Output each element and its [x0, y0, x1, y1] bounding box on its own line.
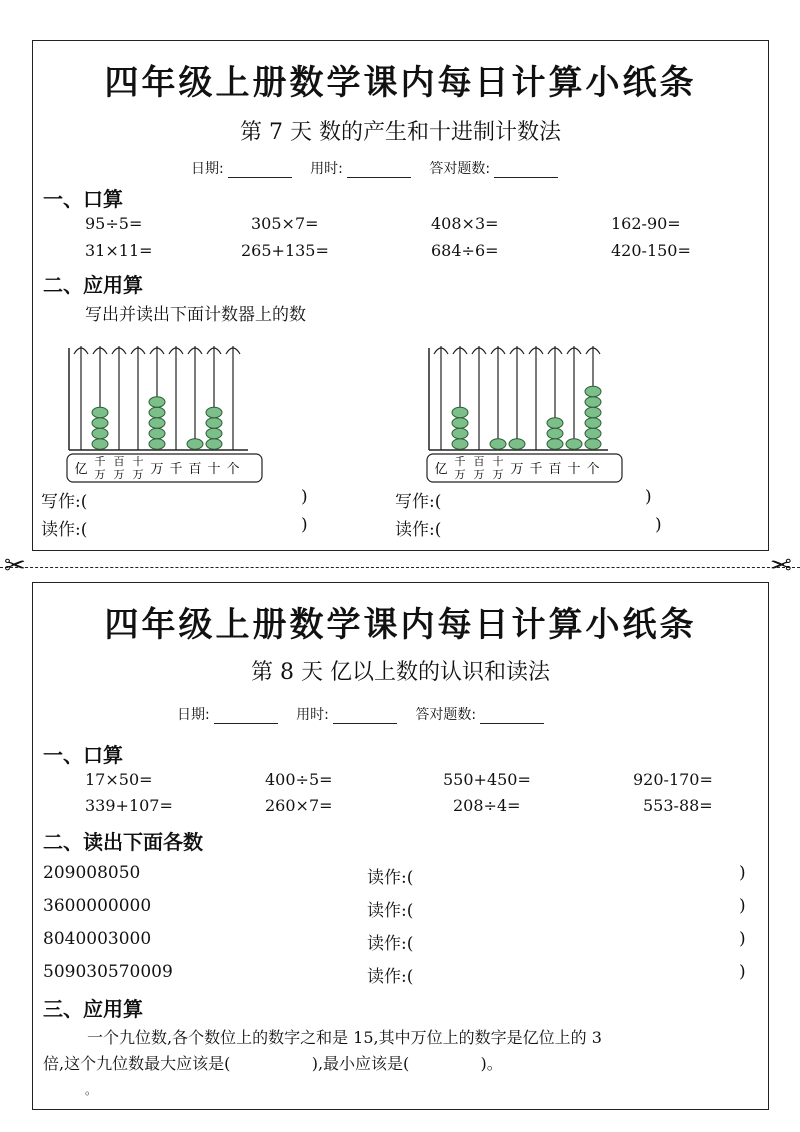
abacus-bead [187, 439, 203, 449]
abacus-place-label: 千 [529, 462, 543, 477]
read-label: 读作:( [367, 934, 414, 954]
abacus-place-label: 万 [473, 468, 485, 481]
abacus-place-label: 万 [454, 468, 466, 481]
abacus-place-label: 万 [150, 462, 164, 477]
abacus-bead [547, 418, 563, 428]
abacus-bead [92, 439, 108, 449]
abacus-place-label: 万 [113, 468, 125, 481]
close-paren: ) [301, 487, 308, 507]
abacus-bead [452, 418, 468, 428]
abacus-place-label: 百 [188, 462, 202, 477]
abacus-place-label: 千 [169, 462, 183, 477]
section-heading-oral: 一、口算 [43, 187, 123, 211]
problem-text-line2: 倍,这个九位数最大应该是( ),最小应该是( )。 [43, 1054, 503, 1073]
abacus-bead [149, 397, 165, 407]
abacus-bead [206, 407, 222, 417]
calc-item: 208÷4= [453, 796, 521, 815]
number-item: 8040003000 [43, 929, 152, 949]
abacus-bead [585, 428, 601, 438]
abacus-bead [92, 407, 108, 417]
abacus-bead [509, 439, 525, 449]
abacus-place-label: 十 [207, 462, 221, 477]
abacus-bead [149, 439, 165, 449]
close-paren: ) [301, 515, 308, 535]
close-paren: ) [739, 896, 746, 916]
worksheet-day7 [32, 40, 769, 551]
section-heading-oral: 一、口算 [43, 743, 123, 767]
abacus-bead [92, 428, 108, 438]
abacus-bead [149, 418, 165, 428]
abacus-bead [206, 428, 222, 438]
lesson-subtitle: 第 8 天 亿以上数的认识和读法 [251, 660, 550, 685]
abacus-place-label: 万 [94, 468, 106, 481]
abacus-bead [149, 428, 165, 438]
abacus-bead [452, 439, 468, 449]
read-label-1: 读作:( [41, 520, 88, 540]
calc-item: 553-88= [643, 796, 713, 815]
abacus-place-label: 万 [492, 468, 504, 481]
abacus-bead [585, 407, 601, 417]
correct-count-blank[interactable] [480, 709, 544, 724]
scissors-icon: ✂ [4, 551, 26, 581]
abacus-place-label: 万 [132, 468, 144, 481]
lesson-subtitle: 第 7 天 数的产生和十进制计数法 [240, 120, 561, 145]
close-paren: ) [739, 962, 746, 982]
problem-end-mark: 。 [85, 1083, 98, 1097]
abacus-bead [585, 397, 601, 407]
abacus-place-label: 个 [586, 462, 600, 477]
info-line [191, 158, 572, 178]
abacus-counter-2 [425, 336, 625, 486]
number-item: 509030570009 [43, 962, 173, 982]
abacus-place-label: 亿 [434, 462, 448, 477]
abacus-place-label: 万 [510, 462, 524, 477]
abacus-counter-1 [65, 336, 265, 486]
abacus-place-label: 十 [492, 455, 504, 468]
abacus-place-label: 百 [113, 455, 125, 468]
abacus-bead [547, 439, 563, 449]
cut-line [0, 567, 800, 568]
calc-item: 550+450= [443, 770, 531, 789]
close-paren: ) [739, 929, 746, 949]
close-paren: ) [739, 863, 746, 883]
abacus-bead [92, 418, 108, 428]
calc-item: 260×7= [265, 796, 333, 815]
calc-item: 265+135= [241, 241, 329, 260]
abacus-place-label: 十 [132, 455, 144, 468]
abacus-bead [206, 418, 222, 428]
calc-item: 162-90= [611, 214, 681, 233]
close-paren: ) [655, 515, 662, 535]
calc-item: 400÷5= [265, 770, 333, 789]
abacus-bead [585, 386, 601, 396]
close-paren: ) [645, 487, 652, 507]
date-blank[interactable] [228, 163, 292, 178]
abacus-place-label: 千 [454, 455, 466, 468]
time-blank[interactable] [347, 163, 411, 178]
calc-item: 408×3= [431, 214, 499, 233]
worksheet-title: 四年级上册数学课内每日计算小纸条 [104, 63, 697, 103]
time-label: 用时: [310, 161, 343, 177]
calc-item: 31×11= [85, 241, 153, 260]
calc-item: 420-150= [611, 241, 691, 260]
instruction-text: 写出并读出下面计数器上的数 [85, 305, 306, 325]
section-heading-applied: 二、应用算 [43, 273, 143, 297]
calc-item: 684÷6= [431, 241, 499, 260]
read-label: 读作:( [367, 868, 414, 888]
section-heading-read: 二、读出下面各数 [43, 830, 203, 854]
number-item: 209008050 [43, 863, 141, 883]
worksheet-day8 [32, 582, 769, 1110]
correct-count-label: 答对题数: [429, 161, 491, 177]
read-label: 读作:( [367, 901, 414, 921]
abacus-place-label: 百 [548, 462, 562, 477]
read-label: 读作:( [367, 967, 414, 987]
calc-item: 95÷5= [85, 214, 143, 233]
abacus-bead [585, 439, 601, 449]
abacus-bead [547, 428, 563, 438]
time-blank[interactable] [333, 709, 397, 724]
read-label-2: 读作:( [395, 520, 442, 540]
correct-count-blank[interactable] [494, 163, 558, 178]
abacus-place-label: 百 [473, 455, 485, 468]
problem-text-line1: 一个九位数,各个数位上的数字之和是 15,其中万位上的数字是亿位上的 3 [87, 1028, 602, 1047]
write-label-2: 写作:( [395, 492, 442, 512]
correct-count-label: 答对题数: [415, 707, 477, 723]
abacus-bead [206, 439, 222, 449]
abacus-bead [566, 439, 582, 449]
calc-item: 305×7= [251, 214, 319, 233]
write-label-1: 写作:( [41, 492, 88, 512]
info-line [177, 704, 558, 724]
abacus-place-label: 千 [94, 455, 106, 468]
calc-item: 17×50= [85, 770, 153, 789]
abacus-bead [452, 407, 468, 417]
abacus-bead [490, 439, 506, 449]
abacus-place-label: 个 [226, 462, 240, 477]
date-label: 日期: [191, 161, 224, 177]
number-item: 3600000000 [43, 896, 152, 916]
scissors-icon: ✂ [770, 551, 792, 581]
date-blank[interactable] [214, 709, 278, 724]
section-heading-applied: 三、应用算 [43, 997, 143, 1021]
date-label: 日期: [177, 707, 210, 723]
calc-item: 920-170= [633, 770, 713, 789]
abacus-bead [585, 418, 601, 428]
calc-item: 339+107= [85, 796, 173, 815]
abacus-bead [149, 407, 165, 417]
abacus-bead [452, 428, 468, 438]
worksheet-title: 四年级上册数学课内每日计算小纸条 [104, 605, 697, 645]
time-label: 用时: [296, 707, 329, 723]
abacus-place-label: 十 [567, 462, 581, 477]
abacus-place-label: 亿 [74, 462, 88, 477]
